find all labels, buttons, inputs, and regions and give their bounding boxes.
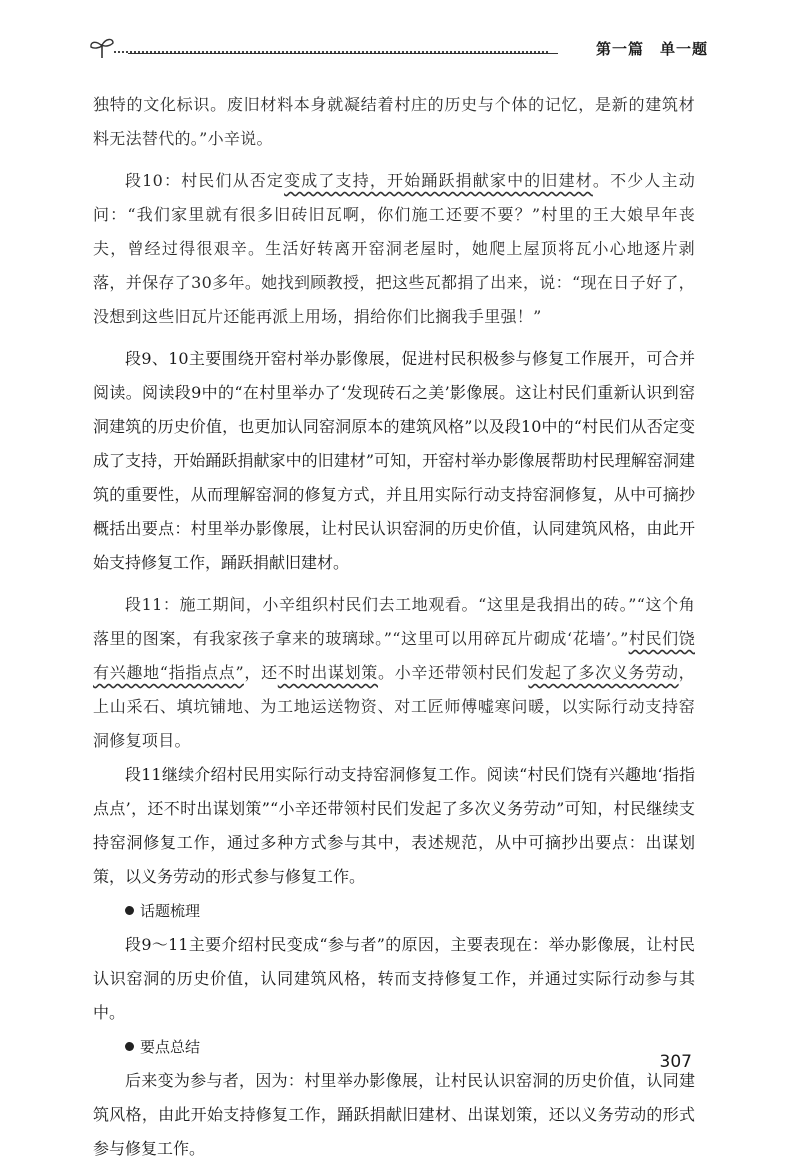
- topic-summary-paragraph: 段9～11主要介绍村民变成“参与者”的原因，主要表现在：举办影像展，让村民认识窑洞的历史价值，认同建筑风格，转而支持修复工作，并通过实际行动参与其中。: [93, 935, 695, 1022]
- text-segment: ，还: [243, 663, 278, 682]
- text-segment: 。小辛还带领村民们: [378, 663, 529, 682]
- key-points-paragraph: 后来变为参与者，因为：村里举办影像展，让村民认识窑洞的历史价值，认同建筑风格，由此开始支持修复工作，踊跃捐献旧建材、出谋划策，还以义务劳动的形式参与修复工作。: [93, 1071, 695, 1158]
- text-segment: 段10：村民们从否定: [125, 171, 285, 190]
- text-segment: ，上山采石、填坑铺地、为工地运送物资、对工匠师傅嘘寒问暖，以实际行动支持窑洞修复项目。: [93, 663, 695, 750]
- highlighted-text: 发起了多次义务劳动: [528, 663, 679, 682]
- heading-label: 要点总结: [140, 1038, 201, 1056]
- text-segment: 段11：施工期间，小辛组织村民们去工地观看。“这里是我捐出的砖。”“这个角落里的图案，有我家孩子拿来的玻璃球。”“这里可以用碎瓦片砌成‘花墙’。”: [93, 595, 695, 648]
- page-header: [88, 36, 708, 62]
- paragraph-10-original: [93, 164, 695, 334]
- text-segment: 。不少人主动问：“我们家里就有很多旧砖旧瓦啊，你们施工还要不要？”村里的王大娘早年丧夫，曾经过得很艰辛。生活好转离开窑洞老屋时，她爬上屋顶将瓦小心地逐片剥落，并保存了30多年。她找到顾教授，把这些瓦都捐了出来，说：“现在日子好了，没想到这些旧瓦片还能再派上用场，捐给你们比搁我手里强！”: [93, 171, 695, 326]
- highlighted-text: 村民们饶有兴趣地“指指点点”: [93, 629, 695, 682]
- page-content: [93, 88, 695, 1166]
- paragraph-11-original: [93, 588, 695, 758]
- header-rule: [128, 53, 558, 54]
- bullet-icon: [125, 1042, 134, 1051]
- sprout-icon: [88, 36, 128, 60]
- paragraph-continuation: 独特的文化标识。废旧材料本身就凝结着村庄的历史与个体的记忆，是新的建筑材料无法替代的。”小辛说。: [93, 95, 695, 148]
- analysis-paragraph-11: 段11继续介绍村民用实际行动支持窑洞修复工作。阅读“村民们饶有兴趣地‘指指点点’，还不时出谋划策”“小辛还带领村民们发起了多次义务劳动”可知，村民继续支持窑洞修复工作，通过多种方式参与其中，表述规范，从中可摘抄出要点：出谋划策，以义务劳动的形式参与修复工作。: [93, 765, 695, 886]
- highlighted-text: 不时出谋划策: [277, 663, 379, 682]
- highlighted-text: 变成了支持，开始踊跃捐献家中的旧建材: [284, 171, 593, 190]
- section-heading-key-points: [93, 1030, 695, 1064]
- heading-label: 话题梳理: [140, 902, 201, 920]
- page-number: 307: [659, 1052, 692, 1072]
- bullet-icon: [125, 906, 134, 915]
- analysis-paragraph-9-10: 段9、10主要围绕开窑村举办影像展，促进村民积极参与修复工作展开，可合并阅读。阅读段9中的“在村里举办了‘发现砖石之美’影像展。这让村民们重新认识到窑洞建筑的历史价值，也更加认同窑洞原本的建筑风格”以及段10中的“村民们从否定变成了支持，开始踊跃捐献家中的旧建材”可知，开窑村举办影像展帮助村民理解窑洞建筑的重要性，从而理解窑洞的修复方式，并且用实际行动支持窑洞修复，从中可摘抄概括出要点：村里举办影像展，让村民认识窑洞的历史价值，认同建筑风格，由此开始支持修复工作，踊跃捐献旧建材。: [93, 349, 695, 572]
- section-heading-topic: [93, 894, 695, 928]
- chapter-title: 第一篇 单一题: [595, 40, 708, 58]
